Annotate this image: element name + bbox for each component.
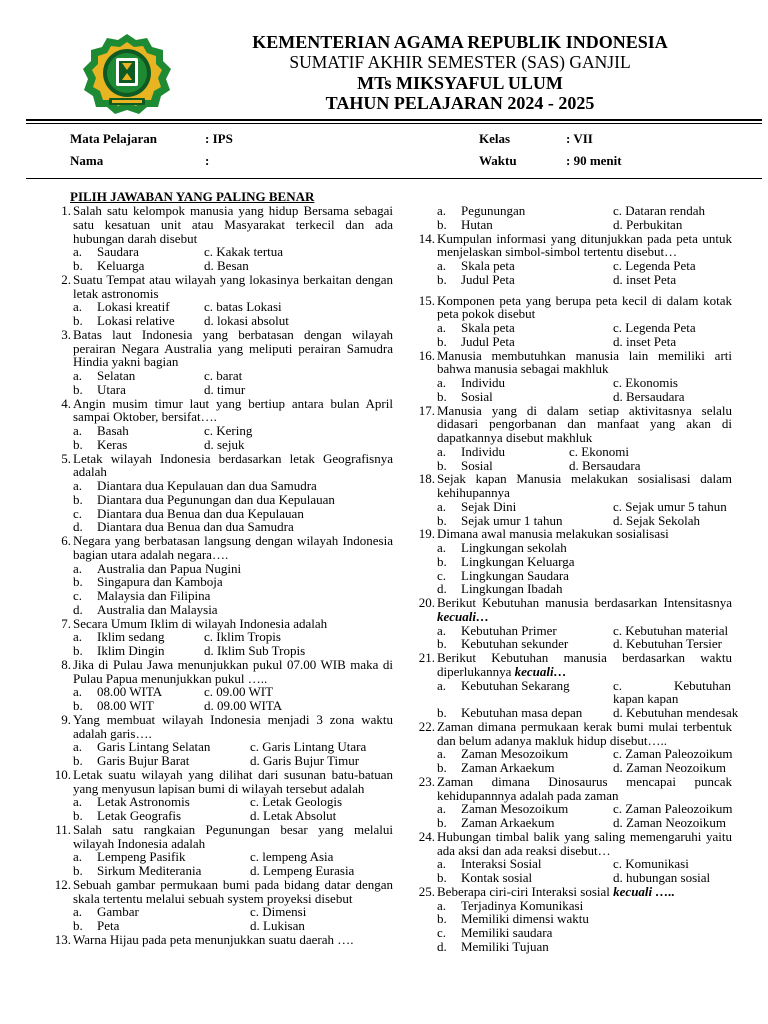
option-d: d. 09.00 WITA	[204, 698, 283, 713]
option-d: Memiliki Tujuan	[461, 938, 549, 954]
question-number: 5.	[61, 450, 71, 466]
option-letter: a.	[437, 897, 447, 913]
option-b: Sirkum Mediterania	[97, 863, 202, 878]
option-letter: d.	[437, 938, 447, 954]
option-c: c. Iklim Tropis	[204, 629, 281, 645]
option-letter: b.	[73, 643, 83, 658]
question-number: 2.	[61, 271, 71, 287]
option-letter: d.	[73, 601, 83, 617]
option-letter: a.	[73, 244, 83, 260]
option-b: Sejak umur 1 tahun	[461, 512, 563, 528]
option-a: Zaman Mesozoikum	[461, 746, 569, 762]
option-d: d. Garis Bujur Timur	[250, 753, 360, 768]
question-number: 8.	[61, 656, 71, 672]
option-c: c. Ekonomis	[613, 375, 678, 390]
option-b: Utara	[97, 381, 126, 397]
question-text: Negara yang berbatasan langsung dengan wilayah Indonesia bagian utara adalah negara….	[73, 533, 393, 562]
option-letter: a.	[437, 258, 447, 273]
option-letter: b.	[437, 388, 447, 404]
question-16	[414, 349, 732, 404]
option-a: Australia dan Papua Nugini	[97, 560, 242, 576]
question-text: Manusia yang di dalam setiap aktivitasnya selalu didasari pengorbanan dan manfaat yang akan di dapatkannya disebut makhluk	[437, 402, 732, 445]
option-letter: a.	[437, 622, 447, 638]
question-number: 6.	[61, 533, 71, 548]
option-letter: b.	[437, 760, 447, 775]
option-a: Lingkungan sekolah	[461, 540, 567, 555]
option-a: Garis Lintang Selatan	[97, 739, 211, 755]
option-letter: a.	[437, 320, 447, 335]
option-letter: b.	[437, 216, 447, 232]
option-a: Iklim sedang	[97, 629, 165, 645]
question-text: Yang membuat wilayah Indonesia menjadi 3 zona waktu adalah garis….	[73, 711, 393, 741]
question-number: 17.	[418, 402, 435, 418]
question-number: 15.	[418, 292, 435, 308]
option-a: Saudara	[97, 244, 139, 260]
option-c: c. Dimensi	[250, 904, 307, 920]
option-letter: b.	[437, 457, 447, 473]
question-14	[414, 232, 732, 287]
option-c: c. Kakak tertua	[204, 244, 284, 260]
option-c: Memiliki saudara	[461, 925, 553, 940]
option-c: c. Ekonomi	[569, 443, 629, 459]
option-b: Garis Bujur Barat	[97, 753, 190, 768]
option-letter: b.	[73, 491, 83, 507]
question-number: 18.	[418, 471, 435, 487]
kemenag-logo-icon	[78, 32, 176, 114]
option-letter: a.	[73, 849, 83, 865]
question-17	[414, 404, 732, 473]
option-b: 08.00 WIT	[97, 698, 154, 713]
question-number: 25.	[418, 883, 435, 899]
option-b: Zaman Arkaekum	[461, 815, 555, 830]
option-letter: a.	[73, 560, 83, 576]
option-c: c. Garis Lintang Utara	[250, 739, 367, 755]
class-value: : VII	[566, 131, 593, 146]
question-text: Kumpulan informasi yang ditunjukkan pada peta untuk menjelaskan simbol-simbol tertentu disebut…	[437, 230, 732, 260]
option-a: Basah	[97, 423, 129, 438]
question-text: Zaman dimana Dinosaurus mencapai puncak kehidupannnya adalah pada zaman	[437, 773, 732, 803]
option-a: 08.00 WITA	[97, 684, 163, 700]
question-text: Warna Hijau pada peta menunjukkan suatu daerah ….	[73, 931, 354, 947]
option-c: Malaysia dan Filipina	[97, 588, 211, 603]
question-text: Salah satu rangkaian Pegunungan besar yang melalui wilayah Indonesia adalah	[73, 821, 393, 851]
question-number: 22.	[418, 718, 435, 734]
question-text: Letak suatu wilayah yang dilihat dari susunan batu-batuan yang menyusun lapisan bumi di wilayah tersebut adalah	[73, 766, 393, 796]
option-letter: a.	[437, 677, 447, 693]
option-c: c. lempeng Asia	[250, 849, 334, 865]
option-a: Terjadinya Komunikasi	[461, 897, 584, 913]
option-letter: a.	[437, 856, 447, 872]
option-c: Lingkungan Saudara	[461, 567, 569, 583]
question-3	[50, 328, 393, 397]
question-text: Letak wilayah Indonesia berdasarkan letak Geografisnya adalah	[73, 450, 393, 480]
option-b: Kebutuhan sekunder	[461, 636, 569, 652]
option-d: d. inset Peta	[613, 333, 677, 349]
option-c: c. barat	[204, 368, 243, 383]
option-letter: c.	[73, 588, 83, 603]
option-a: Skala peta	[461, 320, 515, 335]
question-number: 16.	[418, 347, 435, 363]
question-number: 19.	[418, 526, 435, 542]
option-c: c. Dataran rendah	[613, 203, 706, 218]
option-b: Singapura dan Kamboja	[97, 574, 223, 590]
header-exam-name: SUMATIF AKHIR SEMESTER (SAS) GANJIL	[289, 52, 631, 72]
option-a: Individu	[461, 375, 506, 390]
option-b: Keras	[97, 436, 128, 452]
question-text: Dimana awal manusia melakukan sosialisasi	[437, 526, 669, 542]
option-letter: b.	[73, 574, 83, 590]
section-title: PILIH JAWABAN YANG PALING BENAR	[70, 189, 315, 204]
question-number: 14.	[418, 230, 435, 246]
question-text: Beberapa ciri-ciri Interaksi sosial	[437, 883, 610, 899]
option-c: c. Letak Geologis	[250, 794, 343, 810]
option-letter: a.	[437, 801, 447, 817]
question-text: Berikut Kebutuhan manusia berdasarkan waktu diperlukannya	[437, 650, 732, 679]
question-number: 21.	[418, 650, 435, 665]
question-keyword: kecuali…	[514, 663, 567, 679]
question-text: Zaman dimana permukaan kerak bumi mulai terbentuk dan belum adanya makluk hidup disebut…..	[437, 718, 732, 748]
question-22	[414, 720, 732, 775]
option-letter: b.	[437, 705, 447, 720]
option-a: Gambar	[97, 904, 139, 920]
question-23	[414, 775, 732, 830]
option-b: Letak Geografis	[97, 808, 182, 823]
option-a: Pegunungan	[461, 203, 526, 218]
option-b: Sosial	[461, 457, 493, 473]
option-letter: a.	[437, 203, 447, 218]
question-1	[50, 204, 393, 273]
option-letter: a.	[73, 368, 83, 383]
option-letter: b.	[73, 918, 83, 933]
question-12	[50, 878, 393, 933]
question-5	[50, 452, 393, 535]
option-letter: b.	[73, 863, 83, 878]
option-letter: c.	[73, 505, 83, 521]
time-label: Waktu	[479, 153, 517, 168]
question-4	[50, 397, 393, 452]
question-text: Sejak kapan Manusia melakukan sosialisasi dalam kehihupannya	[437, 471, 732, 500]
question-number: 10.	[54, 766, 71, 782]
option-b: Kontak sosial	[461, 870, 533, 885]
option-letter: b.	[437, 553, 447, 569]
question-text: Manusia membutuhkan manusia lain memiliki arti bahwa manusia sebagai makhluk	[437, 347, 732, 377]
question-number: 20.	[418, 595, 435, 610]
option-d: d. Zaman Neozoikum	[613, 815, 726, 830]
question-15	[414, 294, 732, 349]
class-label: Kelas	[479, 131, 511, 146]
question-number: 12.	[54, 876, 71, 892]
option-letter: b.	[437, 870, 447, 885]
option-a: Lokasi kreatif	[97, 299, 170, 315]
option-a: Individu	[461, 443, 506, 459]
name-value: :	[205, 153, 210, 168]
question-number: 7.	[61, 615, 71, 631]
option-letter: a.	[73, 904, 83, 920]
questions-right-column	[414, 203, 748, 954]
option-b: Judul Peta	[461, 333, 515, 349]
question-text: Salah satu kelompok manusia yang hidup Bersama sebagai satu kesatuan unit atau Masyarakat terkecil dan ada hubungan darah disebut	[73, 203, 393, 246]
option-letter: b.	[73, 436, 83, 452]
question-6	[50, 534, 393, 617]
question-text: Berikut Kebutuhan manusia berdasarkan Intensitasnya	[437, 595, 732, 610]
question-number: 1.	[61, 203, 71, 218]
option-a: Kebutuhan Primer	[461, 622, 557, 638]
option-d: Australia dan Malaysia	[97, 601, 218, 617]
question-7	[50, 617, 393, 658]
option-a: Diantara dua Kepulauan dan dua Samudra	[97, 478, 317, 493]
question-13	[50, 933, 393, 947]
question-text: Batas laut Indonesia yang berbatasan dengan wilayah perairan Negara Australia yang meliputi perairan Samudra Hindia yakni bagian	[73, 326, 393, 370]
option-b: Judul Peta	[461, 271, 515, 287]
option-letter: b.	[73, 313, 83, 328]
question-keyword: kecuali…	[437, 608, 489, 624]
option-a: Letak Astronomis	[97, 794, 190, 810]
question-number: 9.	[61, 711, 71, 727]
option-d: d. hubungan sosial	[613, 870, 711, 885]
option-c: c. Legenda Peta	[613, 320, 696, 335]
option-d: Diantara dua Benua dan dua Samudra	[97, 519, 294, 535]
question-9	[50, 713, 393, 768]
option-c: c. Kebutuhan material	[613, 622, 729, 638]
header-divider-thin	[26, 123, 762, 124]
question-text: Angin musim timur laut yang bertiup antara bulan April sampai Oktober, bersifat….	[73, 395, 393, 425]
option-letter: b.	[437, 911, 447, 927]
question-11	[50, 823, 393, 878]
option-d: Lingkungan Ibadah	[461, 581, 563, 597]
question-number: 11.	[55, 821, 71, 837]
option-c: c. Zaman Paleozoikum	[613, 746, 733, 762]
question-number: 3.	[61, 326, 71, 342]
option-letter: b.	[73, 258, 83, 273]
question-20	[414, 596, 732, 651]
question-text: Secara Umum Iklim di wilayah Indonesia adalah	[73, 615, 328, 631]
question-number: 4.	[61, 395, 71, 411]
option-d: d. Bersaudara	[569, 457, 641, 473]
subject-value: : IPS	[205, 131, 233, 146]
option-letter: a.	[73, 478, 83, 493]
option-d: d. Sejak Sekolah	[613, 512, 701, 528]
option-a: Zaman Mesozoikum	[461, 801, 569, 817]
option-a: Lempeng Pasifik	[97, 849, 186, 865]
question-text: Jika di Pulau Jawa menunjukkan pukul 07.00 WIB maka di Pulau Papua menunjukkan pukul …..	[73, 656, 393, 686]
header-ministry: KEMENTERIAN AGAMA REPUBLIK INDONESIA	[252, 32, 668, 52]
option-letter: a.	[437, 443, 447, 459]
option-a: Selatan	[97, 368, 136, 383]
question-text: Sebuah gambar permukaan bumi pada bidang datar dengan skala tertentu melalui sebuah system proyeksi disebut	[73, 876, 393, 906]
option-letter: b.	[437, 271, 447, 287]
option-a: Skala peta	[461, 258, 515, 273]
option-letter: a.	[73, 629, 83, 645]
option-c: c. Kering	[204, 423, 253, 438]
option-b: Keluarga	[97, 258, 145, 273]
option-b: Diantara dua Pegunungan dan dua Kepulauan	[97, 491, 335, 507]
question-21	[414, 650, 748, 720]
question-number: 23.	[418, 773, 435, 789]
option-letter: d.	[73, 519, 83, 535]
option-letter: b.	[73, 381, 83, 397]
option-b: Lingkungan Keluarga	[461, 553, 575, 569]
option-b: Lokasi relative	[97, 313, 175, 328]
option-letter: b.	[437, 636, 447, 652]
option-letter: a.	[73, 299, 83, 315]
option-letter: b.	[437, 512, 447, 528]
option-c: c. Komunikasi	[613, 856, 689, 872]
question-2	[50, 273, 393, 328]
option-c: c. Legenda Peta	[613, 258, 696, 273]
option-letter: a.	[73, 794, 83, 810]
option-c: Diantara dua Benua dan dua Kepulauan	[97, 505, 304, 521]
question-8	[50, 658, 393, 713]
option-d: d. sejuk	[204, 436, 245, 452]
option-b: Hutan	[461, 216, 493, 232]
option-letter: a.	[437, 746, 447, 762]
subject-label: Mata Pelajaran	[70, 131, 158, 146]
option-a: Sejak Dini	[461, 498, 517, 514]
option-d: d. Zaman Neozoikum	[613, 760, 726, 775]
option-letter: a.	[73, 684, 83, 700]
option-letter: b.	[73, 753, 83, 768]
question-number: 13.	[54, 931, 71, 947]
option-letter: a.	[73, 739, 83, 755]
option-d: d. lokasi absolut	[204, 313, 289, 328]
header-school: MTs MIKSYAFUL ULUM	[357, 73, 563, 93]
option-c: c. 09.00 WIT	[204, 684, 274, 700]
info-divider	[26, 178, 762, 179]
option-letter: a.	[73, 423, 83, 438]
option-d: d. inset Peta	[613, 271, 677, 287]
option-d: d. Besan	[204, 258, 249, 273]
option-d: d. Bersaudara	[613, 388, 685, 404]
question-text: Hubungan timbal balik yang saling memengaruhi yaitu ada aksi dan ada reaksi disebut…	[437, 828, 732, 858]
option-b: Peta	[97, 918, 120, 933]
question-24	[414, 830, 732, 885]
header-divider-thick	[26, 119, 762, 121]
question-10	[50, 768, 393, 823]
question-text: Suatu Tempat atau wilayah yang lokasinya berkaitan dengan letak astronomis	[73, 271, 393, 301]
option-b: Sosial	[461, 388, 493, 404]
option-d: d. Perbukitan	[613, 216, 683, 232]
option-letter: d.	[437, 581, 447, 597]
question-25	[414, 885, 732, 954]
option-d: d. timur	[204, 381, 246, 397]
option-letter: b.	[73, 808, 83, 823]
option-d: d. Lukisan	[250, 918, 305, 933]
option-d: d. Letak Absolut	[250, 808, 337, 823]
option-d: d. Iklim Sub Tropis	[204, 643, 306, 658]
option-letter: a.	[437, 498, 447, 514]
header-academic-year: TAHUN PELAJARAN 2024 - 2025	[325, 93, 595, 113]
option-letter: b.	[437, 815, 447, 830]
question-13-options	[414, 204, 732, 232]
questions-left-column	[50, 204, 393, 947]
option-b: Memiliki dimensi waktu	[461, 911, 589, 927]
option-b: Zaman Arkaekum	[461, 760, 555, 775]
name-label: Nama	[70, 153, 104, 168]
option-b: Kebutuhan masa depan	[461, 705, 583, 720]
option-letter: c.	[437, 567, 447, 583]
option-d: d. Lempeng Eurasia	[250, 863, 355, 878]
option-c: c. batas Lokasi	[204, 299, 282, 315]
option-d: d. Kebutuhan Tersier	[613, 636, 722, 652]
question-19	[414, 527, 732, 596]
question-text: Komponen peta yang berupa peta kecil di dalam kotak peta pokok disebut	[437, 292, 732, 322]
option-letter: a.	[437, 540, 447, 555]
option-b: Iklim Dingin	[97, 643, 165, 658]
time-value: : 90 menit	[566, 153, 622, 168]
option-c: c. Zaman Paleozoikum	[613, 801, 733, 817]
option-letter: a.	[437, 375, 447, 390]
option-letter: c.	[437, 925, 447, 940]
option-a: Kebutuhan Sekarang	[461, 677, 570, 693]
option-a: Interaksi Sosial	[461, 856, 542, 872]
option-c: c. Sejak umur 5 tahun	[613, 498, 727, 514]
question-keyword: kecuali …..	[613, 883, 675, 899]
question-18	[414, 472, 732, 527]
option-letter: b.	[437, 333, 447, 349]
question-number: 24.	[418, 828, 435, 844]
option-letter: b.	[73, 698, 83, 713]
option-c: c. Kebutuhan kapan kapan	[613, 677, 748, 707]
option-d: d. Kebutuhan mendesak	[613, 705, 739, 720]
